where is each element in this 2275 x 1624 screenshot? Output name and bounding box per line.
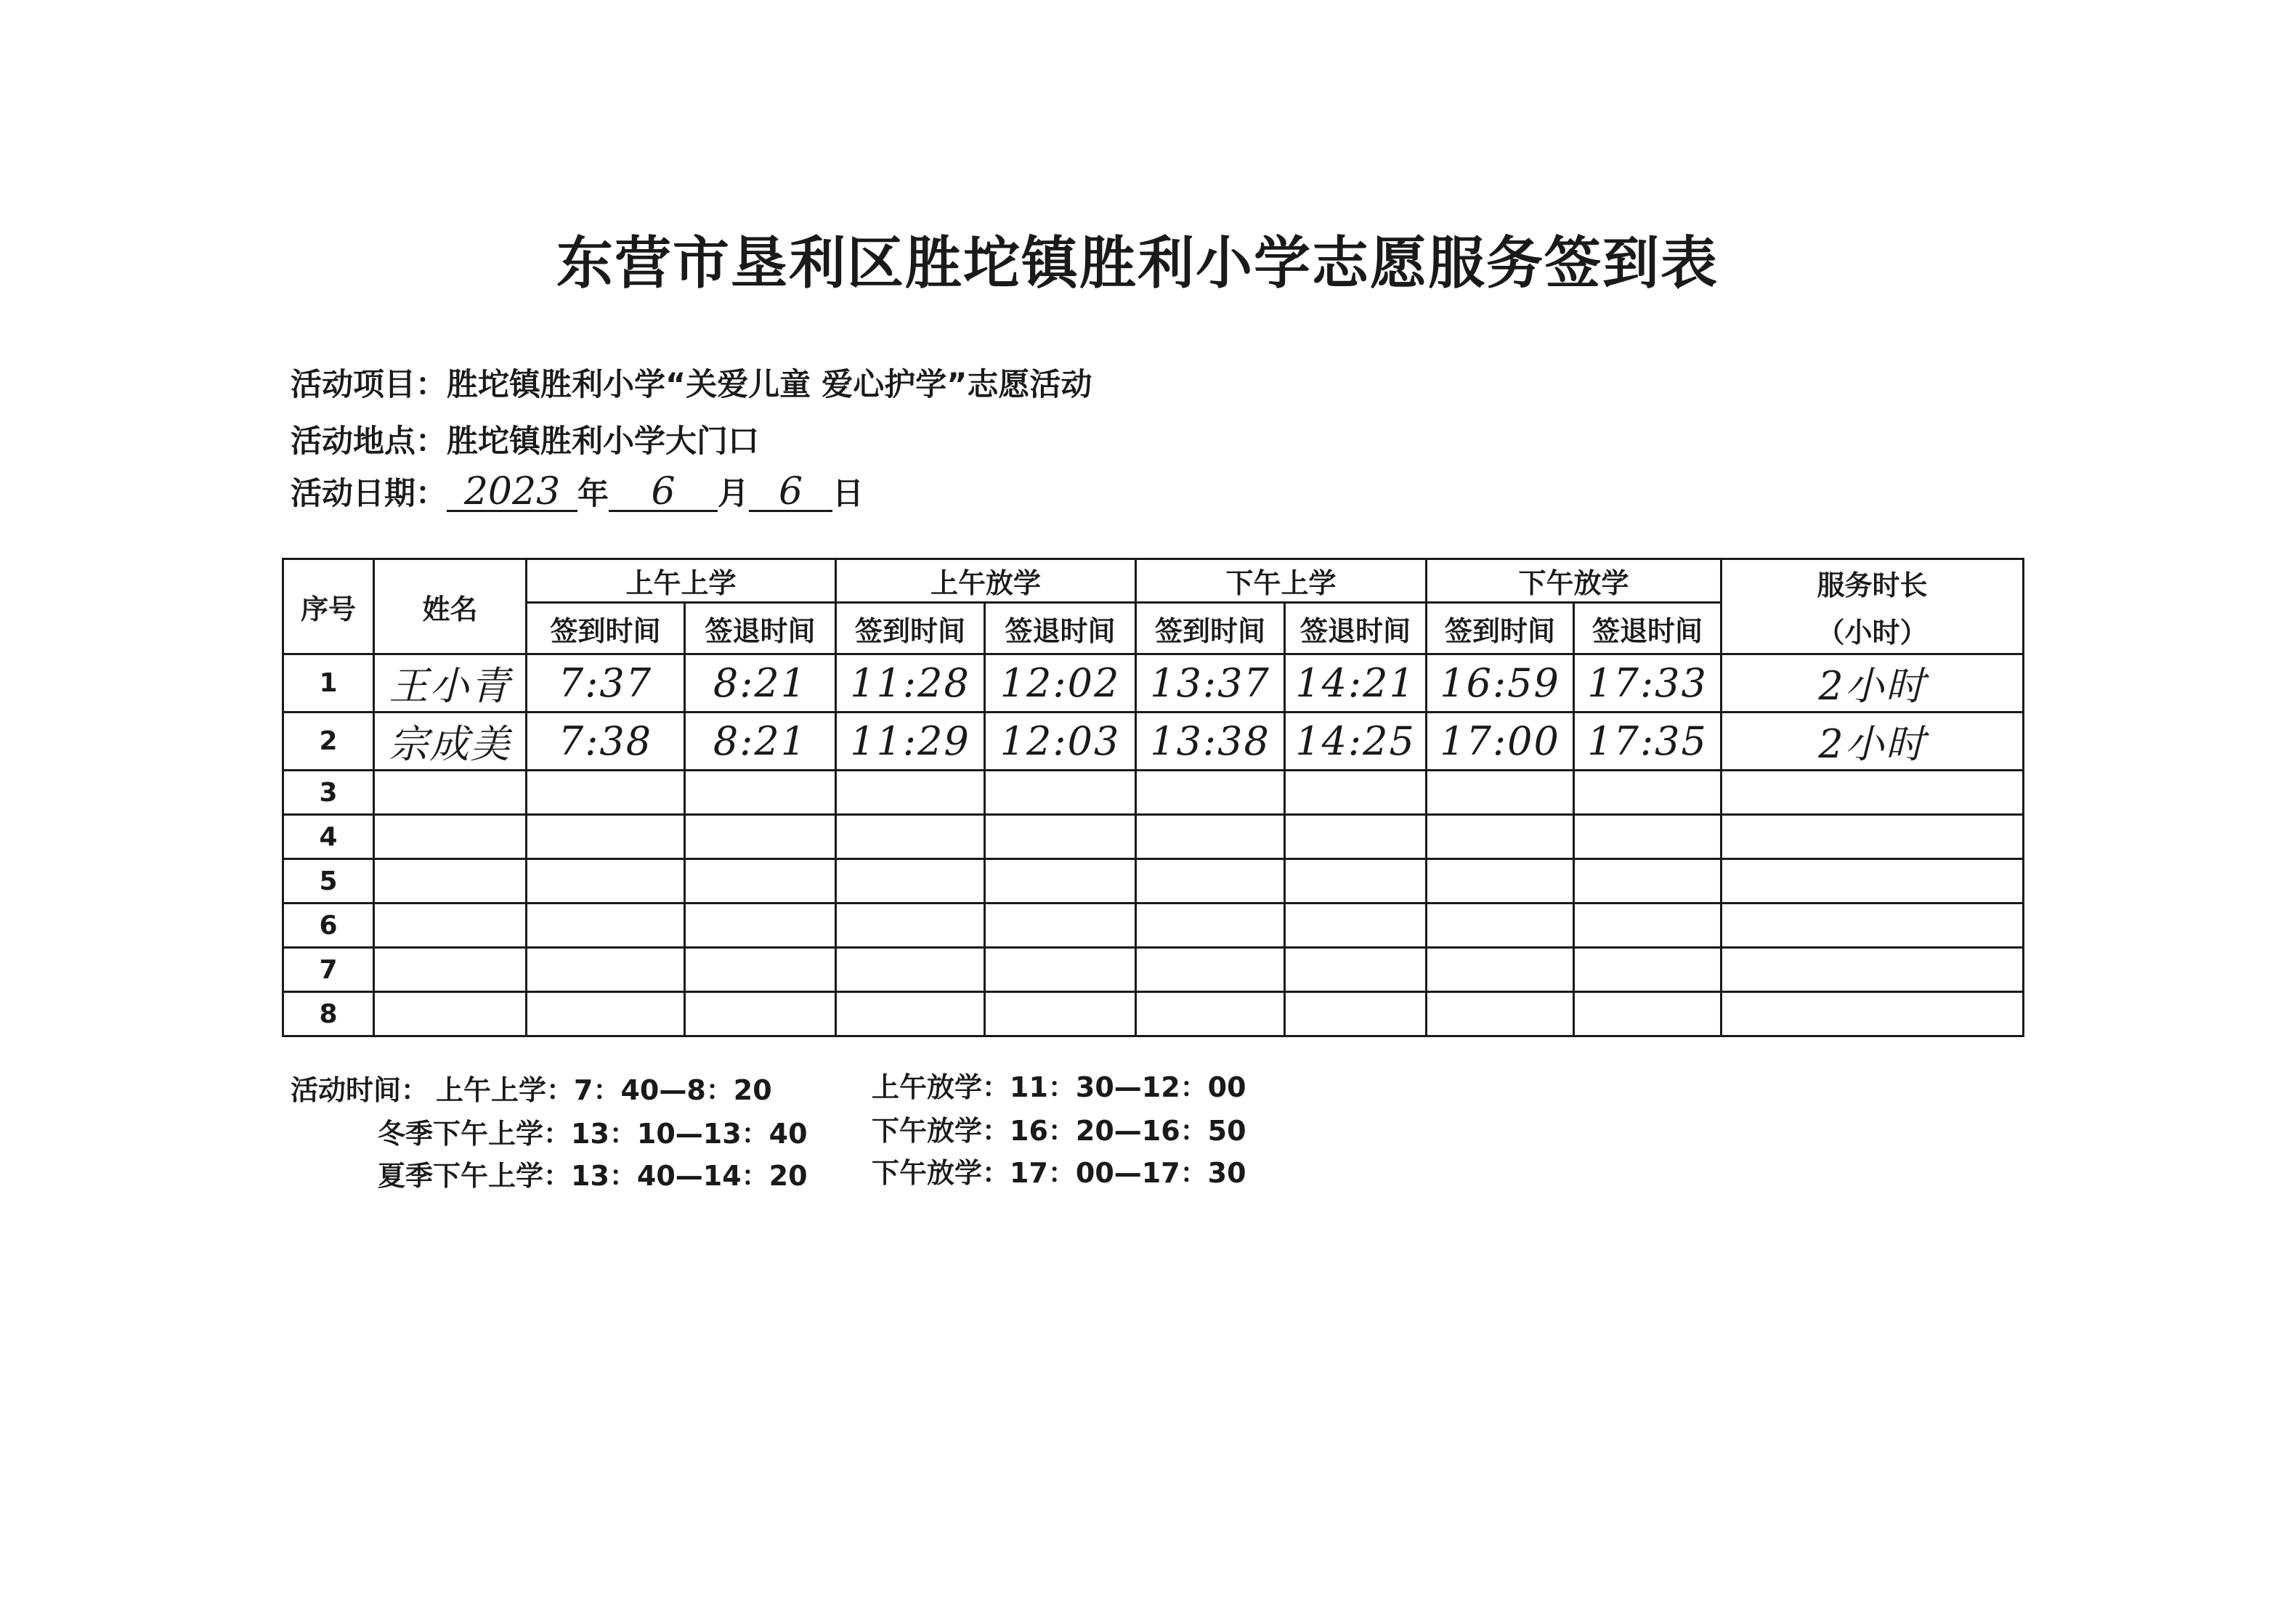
table-row xyxy=(283,948,2024,992)
pm-arrive-sign-in-cell[interactable] xyxy=(1136,948,1285,992)
pm-leave-sign-in-cell[interactable] xyxy=(1427,815,1574,859)
am-arrive-sign-out-cell[interactable] xyxy=(685,904,836,948)
table-row xyxy=(283,859,2024,904)
am-arrive-sign-out-cell[interactable] xyxy=(685,771,836,815)
pm-leave-sign-out-cell[interactable] xyxy=(1574,992,1722,1036)
am-leave-sign-out-cell[interactable]: 12:03 xyxy=(985,712,1136,771)
pm-leave-sign-out-cell[interactable] xyxy=(1574,815,1722,859)
am-arrive-sign-out-cell[interactable] xyxy=(685,948,836,992)
am-leave-sign-in-cell[interactable]: 11:28 xyxy=(836,654,985,712)
pm-arrive-sign-in-cell[interactable] xyxy=(1136,815,1285,859)
pm-leave-sign-out-cell[interactable]: 17:33 xyxy=(1574,654,1722,712)
pm-leave-sign-in-cell[interactable] xyxy=(1427,992,1574,1036)
note-pm-leave-1: 下午放学：16：20—16：50 xyxy=(872,1115,1246,1147)
pm-arrive-sign-in-cell[interactable] xyxy=(1136,904,1285,948)
pm-arrive-sign-out-cell[interactable] xyxy=(1285,815,1427,859)
pm-arrive-sign-out-cell[interactable]: 14:21 xyxy=(1285,654,1427,712)
pm-leave-sign-out-cell[interactable]: 17:35 xyxy=(1574,712,1722,771)
header-sign-out: 签退时间 xyxy=(1574,603,1722,654)
am-leave-sign-out-cell[interactable]: 12:02 xyxy=(985,654,1136,712)
name-cell[interactable]: 宗成美 xyxy=(374,712,527,771)
am-arrive-sign-in-cell[interactable] xyxy=(527,771,685,815)
duration-cell[interactable] xyxy=(1722,859,2024,904)
pm-arrive-sign-out-cell[interactable] xyxy=(1285,948,1427,992)
pm-arrive-sign-out-cell[interactable] xyxy=(1285,992,1427,1036)
table-row xyxy=(283,654,2024,712)
activity-project-line xyxy=(291,360,1092,405)
am-leave-sign-in-cell[interactable] xyxy=(836,771,985,815)
pm-arrive-sign-out-cell[interactable] xyxy=(1285,904,1427,948)
duration-cell[interactable] xyxy=(1722,815,2024,859)
pm-arrive-sign-in-cell[interactable] xyxy=(1136,859,1285,904)
duration-cell[interactable] xyxy=(1722,948,2024,992)
seq-cell: 1 xyxy=(283,654,374,712)
am-leave-sign-out-cell[interactable] xyxy=(985,904,1136,948)
am-leave-sign-in-cell[interactable] xyxy=(836,859,985,904)
pm-arrive-sign-out-cell[interactable] xyxy=(1285,771,1427,815)
seq-cell: 6 xyxy=(283,904,374,948)
header-am-leave: 上午放学 xyxy=(836,559,1136,603)
am-arrive-sign-out-cell[interactable] xyxy=(685,859,836,904)
am-arrive-sign-in-cell[interactable] xyxy=(527,948,685,992)
am-arrive-sign-in-cell[interactable]: 7:37 xyxy=(527,654,685,712)
duration-cell[interactable]: 2小时 xyxy=(1722,654,2024,712)
activity-date-label: 活动日期： xyxy=(291,476,447,512)
header-pm-leave: 下午放学 xyxy=(1427,559,1722,603)
seq-cell: 2 xyxy=(283,712,374,771)
pm-leave-sign-in-cell[interactable]: 17:00 xyxy=(1427,712,1574,771)
table-row xyxy=(283,712,2024,771)
duration-cell[interactable] xyxy=(1722,904,2024,948)
note-summer-pm-arrive: 夏季下午上学：13：40—14：20 xyxy=(378,1160,808,1192)
pm-leave-sign-in-cell[interactable] xyxy=(1427,948,1574,992)
activity-location-line xyxy=(291,417,759,461)
am-arrive-sign-out-cell[interactable]: 8:21 xyxy=(685,654,836,712)
table-row xyxy=(283,904,2024,948)
date-day-field[interactable]: 6 xyxy=(749,474,832,512)
pm-leave-sign-out-cell[interactable] xyxy=(1574,904,1722,948)
am-arrive-sign-out-cell[interactable]: 8:21 xyxy=(685,712,836,771)
name-cell[interactable] xyxy=(374,992,527,1036)
am-arrive-sign-in-cell[interactable]: 7:38 xyxy=(527,712,685,771)
duration-cell[interactable] xyxy=(1722,992,2024,1036)
name-cell[interactable] xyxy=(374,904,527,948)
am-arrive-sign-in-cell[interactable] xyxy=(527,815,685,859)
table-row xyxy=(283,815,2024,859)
header-sign-out: 签退时间 xyxy=(985,603,1136,654)
header-sign-in: 签到时间 xyxy=(1427,603,1574,654)
pm-leave-sign-out-cell[interactable] xyxy=(1574,859,1722,904)
am-leave-sign-in-cell[interactable]: 11:29 xyxy=(836,712,985,771)
note-am-leave: 上午放学：11：30—12：00 xyxy=(872,1071,1246,1103)
name-cell[interactable] xyxy=(374,948,527,992)
pm-arrive-sign-out-cell[interactable]: 14:25 xyxy=(1285,712,1427,771)
page-title: 东营市垦利区胜坨镇胜利小学志愿服务签到表 xyxy=(556,231,1719,296)
seq-cell: 5 xyxy=(283,859,374,904)
date-year-unit: 年 xyxy=(577,476,609,512)
duration-cell[interactable] xyxy=(1722,771,2024,815)
activity-project-label: 活动项目： xyxy=(291,367,447,403)
seq-cell: 3 xyxy=(283,771,374,815)
pm-leave-sign-in-cell[interactable] xyxy=(1427,904,1574,948)
am-leave-sign-out-cell[interactable] xyxy=(985,815,1136,859)
duration-cell[interactable]: 2小时 xyxy=(1722,712,2024,771)
am-leave-sign-in-cell[interactable] xyxy=(836,904,985,948)
seq-cell: 4 xyxy=(283,815,374,859)
note-am-arrive: 上午上学：7：40—8：20 xyxy=(436,1074,772,1106)
header-duration-unit: （小时） xyxy=(1817,617,1928,649)
am-arrive-sign-out-cell[interactable] xyxy=(685,992,836,1036)
header-am-arrive: 上午上学 xyxy=(527,559,836,603)
activity-location-label: 活动地点： xyxy=(291,423,447,460)
note-winter-pm-arrive: 冬季下午上学：13：10—13：40 xyxy=(378,1118,808,1150)
header-sign-out: 签退时间 xyxy=(685,603,836,654)
activity-date-line xyxy=(291,469,864,513)
header-duration-label: 服务时长 xyxy=(1817,569,1928,601)
pm-leave-sign-in-cell[interactable]: 16:59 xyxy=(1427,654,1574,712)
header-pm-arrive: 下午上学 xyxy=(1136,559,1427,603)
seq-cell: 7 xyxy=(283,948,374,992)
am-leave-sign-out-cell[interactable] xyxy=(985,948,1136,992)
activity-project-value: 胜坨镇胜利小学“关爱儿童 爱心护学”志愿活动 xyxy=(447,367,1092,403)
header-name: 姓名 xyxy=(374,559,527,654)
pm-arrive-sign-in-cell[interactable] xyxy=(1136,992,1285,1036)
pm-leave-sign-out-cell[interactable] xyxy=(1574,948,1722,992)
am-arrive-sign-in-cell[interactable] xyxy=(527,904,685,948)
header-sign-in: 签到时间 xyxy=(836,603,985,654)
pm-arrive-sign-out-cell[interactable] xyxy=(1285,859,1427,904)
am-leave-sign-out-cell[interactable] xyxy=(985,771,1136,815)
am-leave-sign-in-cell[interactable] xyxy=(836,815,985,859)
am-arrive-sign-in-cell[interactable] xyxy=(527,859,685,904)
table-row xyxy=(283,992,2024,1036)
header-sign-in: 签到时间 xyxy=(1136,603,1285,654)
date-month-unit: 月 xyxy=(718,476,749,512)
name-cell[interactable] xyxy=(374,859,527,904)
pm-leave-sign-in-cell[interactable] xyxy=(1427,859,1574,904)
name-cell[interactable] xyxy=(374,815,527,859)
header-duration xyxy=(1722,559,2024,654)
header-seq: 序号 xyxy=(283,559,374,654)
pm-leave-sign-in-cell[interactable] xyxy=(1427,771,1574,815)
name-cell[interactable]: 王小青 xyxy=(374,654,527,712)
date-month-field[interactable]: 6 xyxy=(609,474,718,512)
am-leave-sign-out-cell[interactable] xyxy=(985,992,1136,1036)
name-cell[interactable] xyxy=(374,771,527,815)
date-year-field[interactable]: 2023 xyxy=(447,474,577,512)
date-day-unit: 日 xyxy=(832,476,864,512)
header-sign-in: 签到时间 xyxy=(527,603,685,654)
am-leave-sign-in-cell[interactable] xyxy=(836,948,985,992)
sign-in-table xyxy=(282,558,2024,1037)
seq-cell: 8 xyxy=(283,992,374,1036)
pm-arrive-sign-in-cell[interactable]: 13:37 xyxy=(1136,654,1285,712)
activity-location-value: 胜坨镇胜利小学大门口 xyxy=(447,423,759,460)
pm-leave-sign-out-cell[interactable] xyxy=(1574,771,1722,815)
pm-arrive-sign-in-cell[interactable]: 13:38 xyxy=(1136,712,1285,771)
pm-arrive-sign-in-cell[interactable] xyxy=(1136,771,1285,815)
am-leave-sign-in-cell[interactable] xyxy=(836,992,985,1036)
am-arrive-sign-out-cell[interactable] xyxy=(685,815,836,859)
table-row xyxy=(283,771,2024,815)
note-pm-leave-2: 下午放学：17：00—17：30 xyxy=(872,1157,1246,1189)
header-sign-out: 签退时间 xyxy=(1285,603,1427,654)
am-arrive-sign-in-cell[interactable] xyxy=(527,992,685,1036)
notes-label: 活动时间： xyxy=(291,1074,429,1106)
am-leave-sign-out-cell[interactable] xyxy=(985,859,1136,904)
